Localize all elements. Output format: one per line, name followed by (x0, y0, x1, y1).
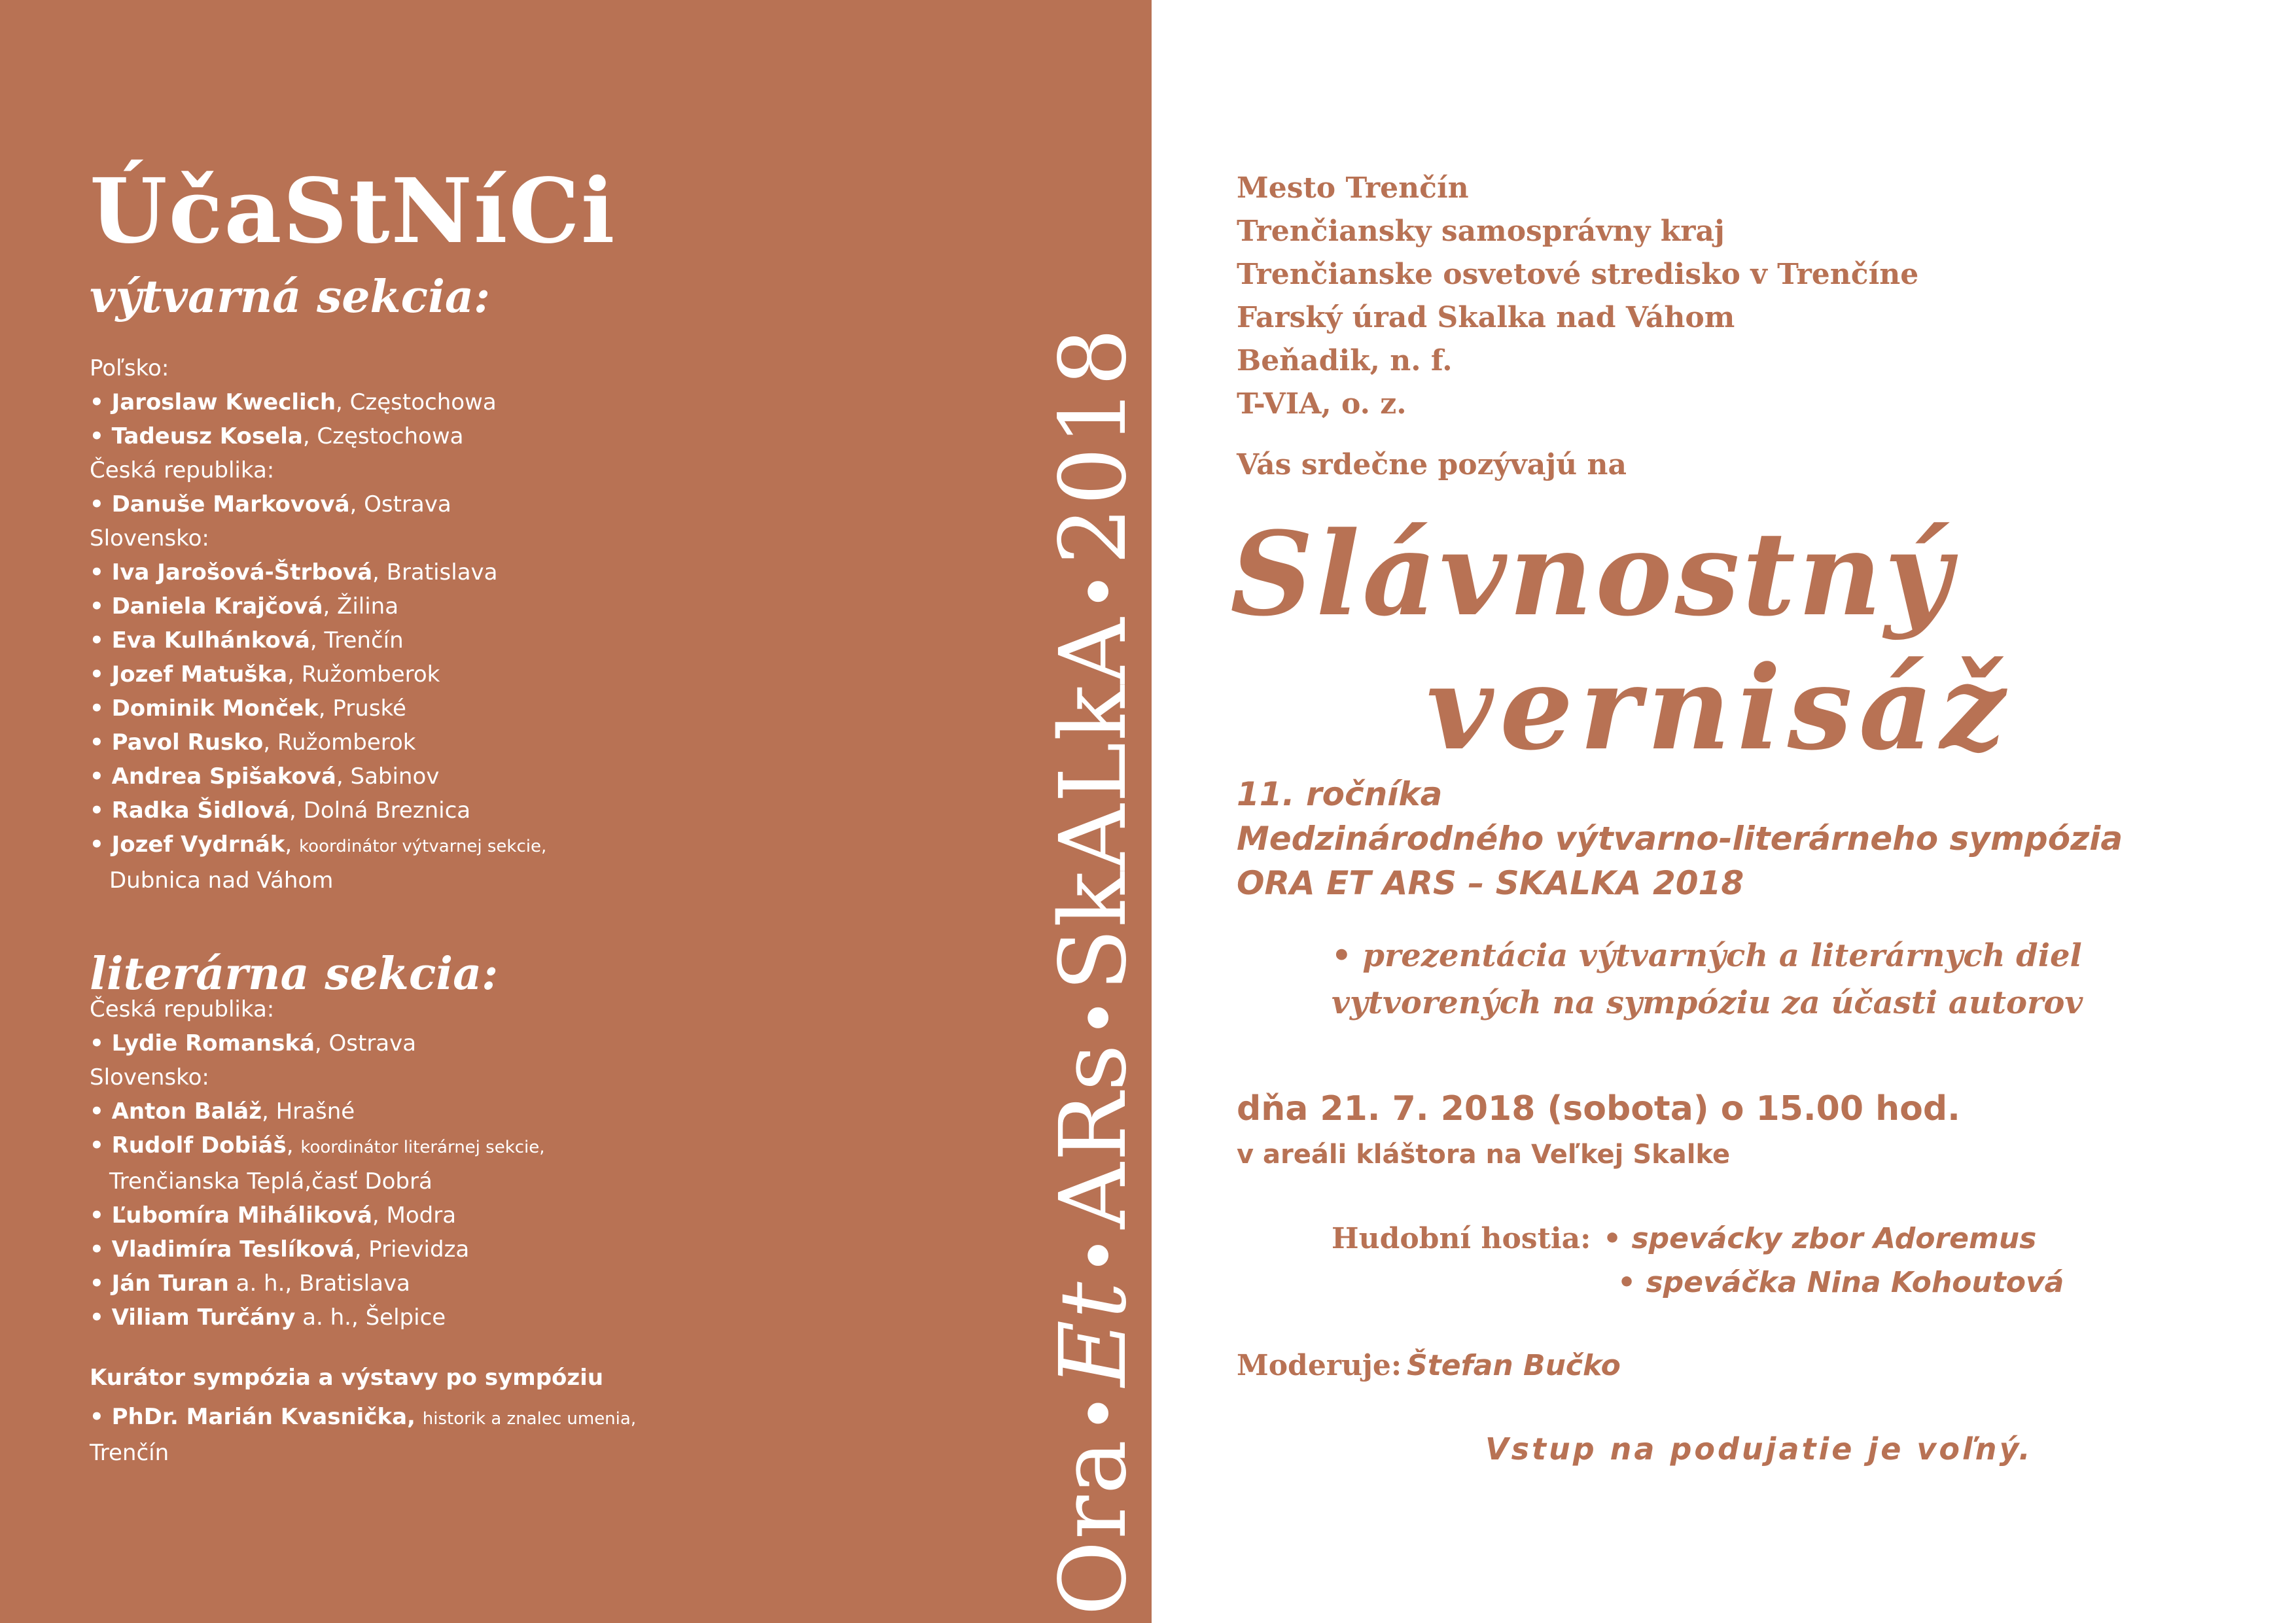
organizers-list (1237, 167, 1918, 426)
country-label: Česká republika: (90, 457, 275, 483)
participant-item: • Iva Jarošová-Štrbová, Bratislava (90, 559, 498, 585)
bullet-dot: • (1058, 1390, 1142, 1435)
participant-item: • Viliam Turčány a. h., Šelpice (90, 1304, 446, 1331)
participant-item: • Ján Turan a. h., Bratislava (90, 1270, 410, 1297)
edition-line: ORA ET ARS – SKALKA 2018 (1237, 864, 1744, 902)
edition-block (1237, 772, 2123, 905)
organizer-item: Trenčiansky samosprávny kraj (1237, 215, 1725, 248)
bullet-dot: • (1058, 1232, 1142, 1277)
participants-title: ÚčaStNíCi (90, 159, 616, 264)
participant-item: • Lydie Romanská, Ostrava (90, 1030, 417, 1056)
participant-item: • Jozef Vydrnák, koordinátor výtvarnej sekcie, Dubnica nad Váhom (90, 831, 547, 894)
organizer-item: Trenčianske osvetové stredisko v Trenčíne (1237, 258, 1919, 291)
vertical-title-word: Ora (1040, 1438, 1147, 1616)
visual-section-title: výtvarná sekcia: (90, 271, 491, 323)
free-entry-note: Vstup na podujatie je voľný. (1485, 1431, 2033, 1467)
moderator-name: Štefan Bučko (1407, 1349, 1621, 1382)
participant-item: • Danuše Markovová, Ostrava (90, 491, 451, 517)
music-guest-item: • speváčka Nina Kohoutová (1617, 1266, 2064, 1299)
vertical-title-word: ARs (1040, 1043, 1147, 1229)
country-label: Slovensko: (90, 1064, 209, 1091)
organizer-item: Farský úrad Skalka nad Váhom (1237, 301, 1735, 334)
visual-section-list (90, 351, 546, 898)
participant-item: • Vladimíra Teslíková, Prievidza (90, 1236, 470, 1263)
event-date: dňa 21. 7. 2018 (sobota) o 15.00 hod. (1237, 1089, 1960, 1128)
bullet-dot: • (1058, 568, 1142, 613)
organizer-item: Mesto Trenčín (1237, 171, 1469, 205)
vertical-title-word: SkALkA (1040, 616, 1147, 992)
participant-item: • Ľubomíra Miháliková, Modra (90, 1202, 457, 1229)
participant-item: • Pavol Rusko, Ružomberok (90, 729, 416, 756)
organizer-item: T-VIA, o. z. (1237, 387, 1407, 421)
participant-item: • Dominik Monček, Pruské (90, 695, 406, 722)
participant-item: • Daniela Krajčová, Žilina (90, 593, 399, 620)
organizer-item: Beňadik, n. f. (1237, 344, 1453, 377)
participant-item: • Tadeusz Kosela, Częstochowa (90, 423, 464, 449)
bullet-dot: • (1058, 995, 1142, 1039)
participant-item: • Andrea Spišaková, Sabinov (90, 763, 440, 790)
participant-item: • Jozef Matuška, Ružomberok (90, 661, 440, 688)
participant-item: • Jaroslaw Kweclich, Częstochowa (90, 389, 497, 415)
curator-entry: • PhDr. Marián Kvasnička, historik a znalec umenia, Trenčín (90, 1404, 637, 1466)
participant-item: • Rudolf Dobiáš, koordinátor literárnej sekcie, Trenčianska Teplá,časť Dobrá (90, 1132, 545, 1195)
invite-text: Vás srdečne pozývajú na (1237, 448, 1627, 481)
headline-line-1: Slávnostný (1230, 506, 1954, 642)
literary-section-list (90, 992, 545, 1335)
country-label: Slovensko: (90, 525, 209, 551)
participant-item: • Anton Baláž, Hrašné (90, 1098, 355, 1125)
moderator-label: Moderuje: (1237, 1349, 1402, 1382)
music-guest-item: • spevácky zbor Adoremus (1603, 1222, 2037, 1255)
literary-section-title: literárna sekcia: (90, 948, 499, 1000)
headline-line-2: vernisáž (1426, 640, 2012, 776)
participant-item: • Radka Šidlová, Dolná Breznica (90, 797, 471, 824)
edition-line: Medzinárodného výtvarno-literárneho sympózia (1237, 820, 2123, 858)
participant-item: • Eva Kulhánková, Trenčín (90, 627, 404, 654)
event-location: v areáli kláštora na Veľkej Skalke (1237, 1140, 1731, 1170)
vertical-title-word: Et (1040, 1280, 1147, 1387)
curator-heading: Kurátor sympózia a výstavy po sympóziu (90, 1365, 604, 1391)
edition-line: 11. ročníka (1237, 775, 1443, 813)
country-label: Poľsko: (90, 355, 169, 381)
vertical-title-word: 2018 (1040, 326, 1147, 565)
country-label: Česká republika: (90, 996, 275, 1022)
music-guests-label: Hudobní hostia: (1332, 1222, 1591, 1255)
vertical-event-title (1040, 13, 1147, 1616)
presentation-text: • prezentácia výtvarných a literárnych diel vytvorených na sympóziu za účasti autorov (1332, 937, 2083, 1021)
